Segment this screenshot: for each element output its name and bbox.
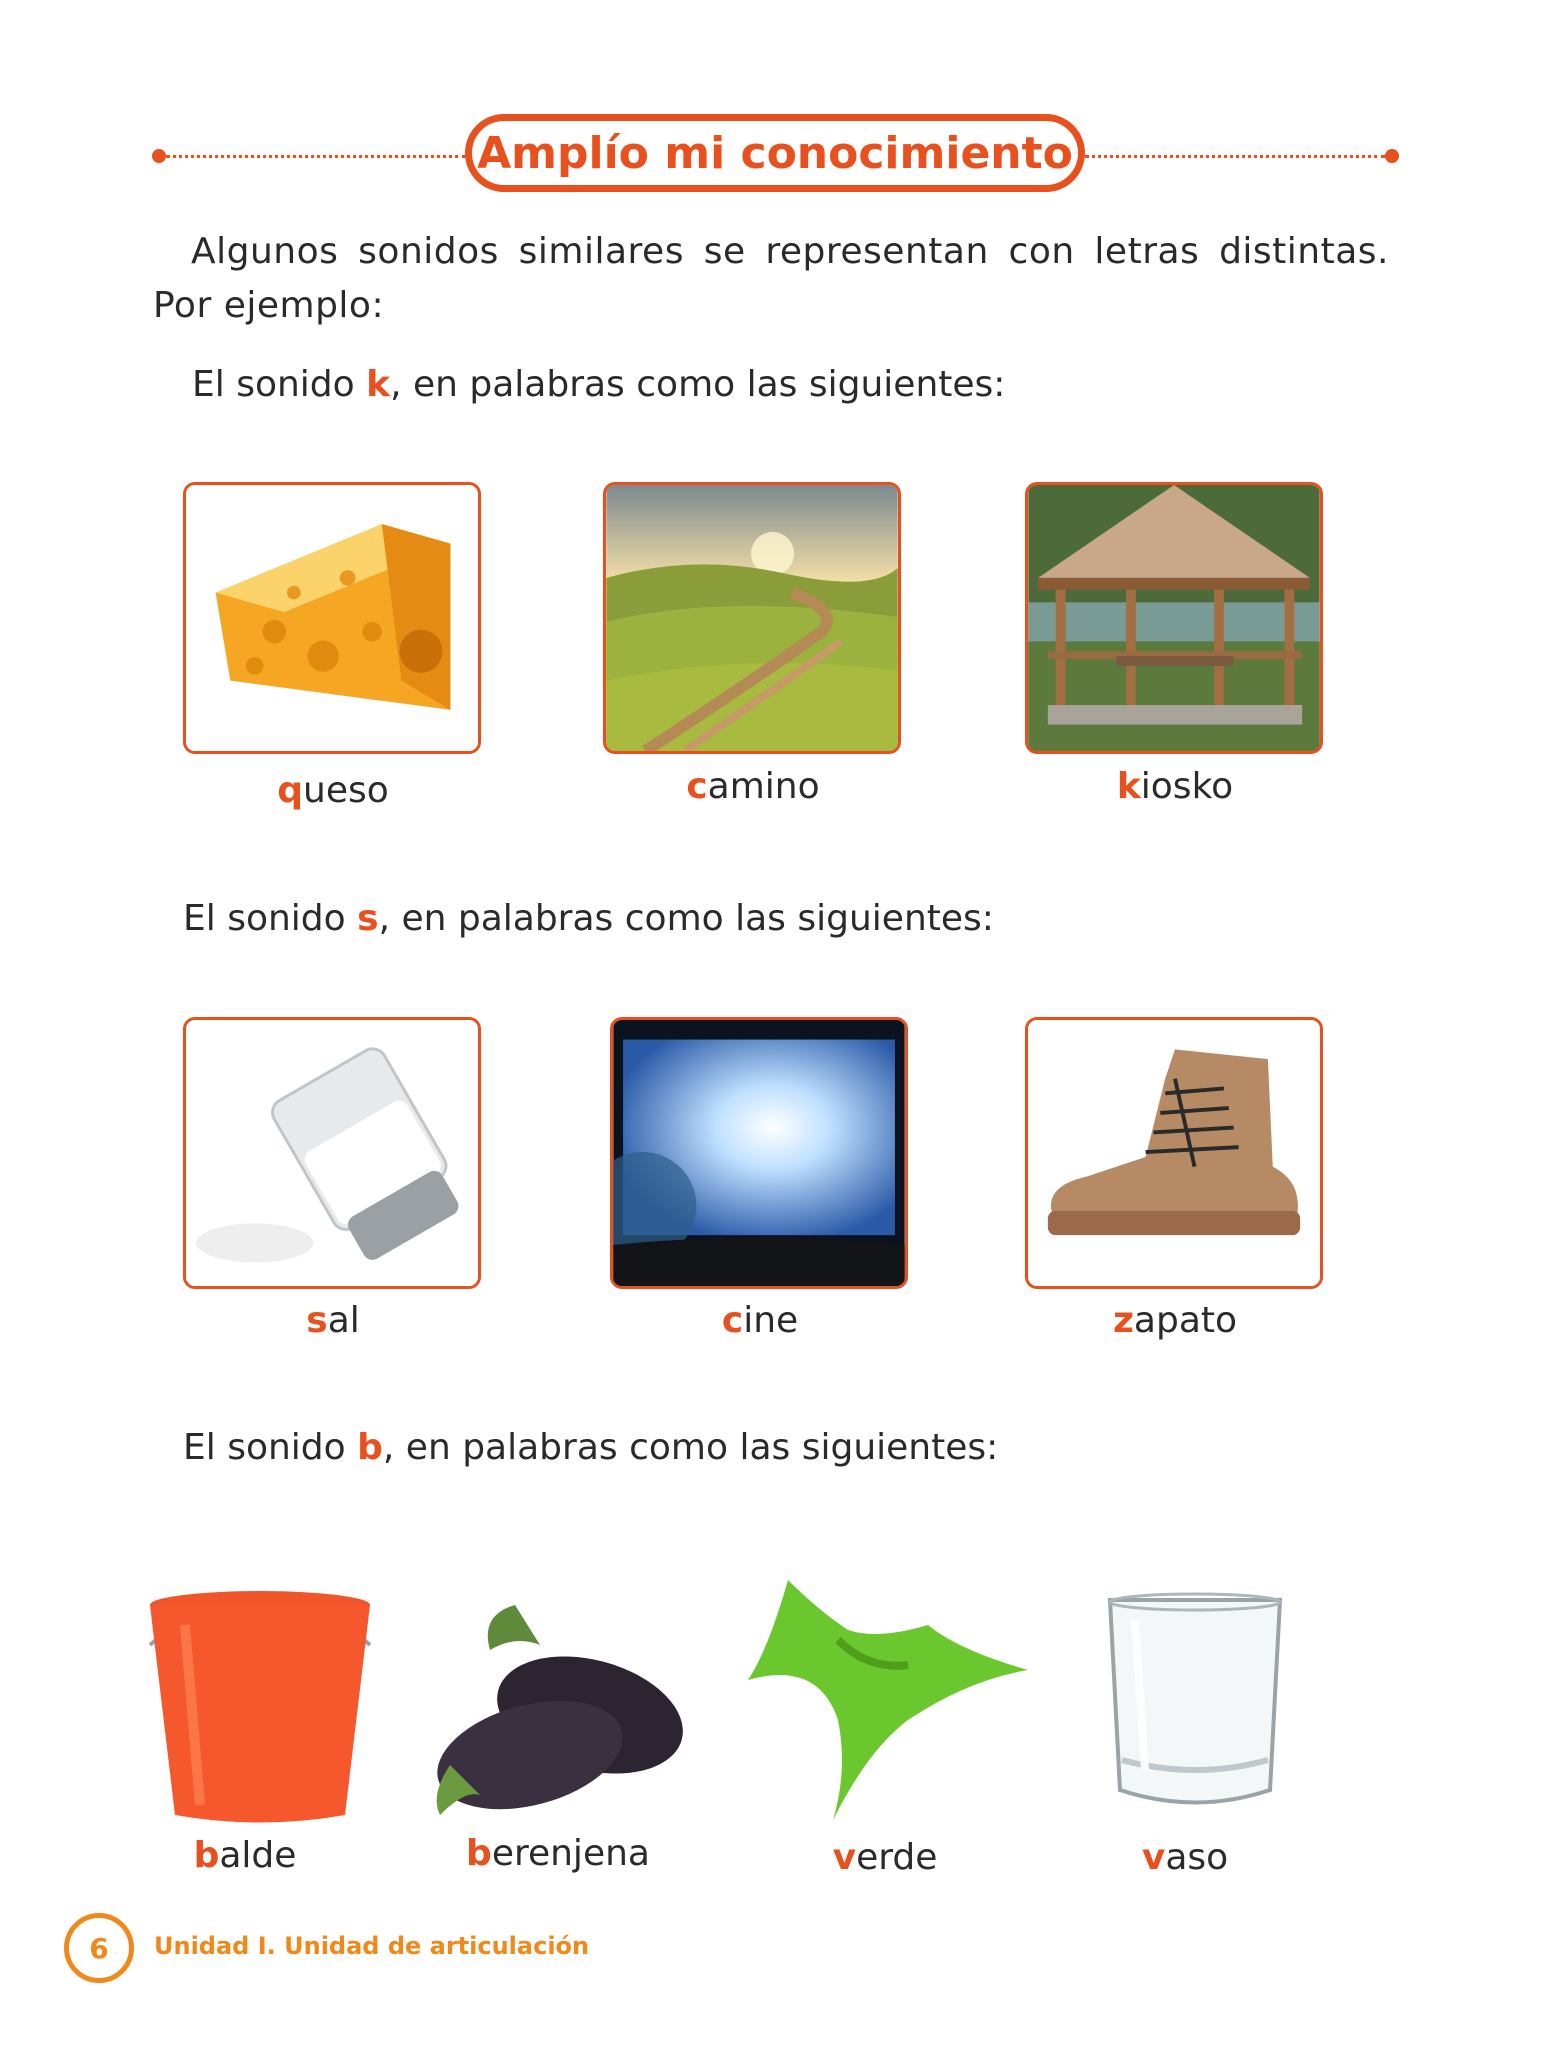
boot-card [1025,1017,1323,1289]
bucket-image [145,1585,375,1825]
eggplant-image [420,1595,690,1825]
page-number: 6 [64,1913,134,1983]
section-s-heading: El sonido s, en palabras como las siguientes: [183,898,994,939]
gazebo-icon [1028,485,1320,751]
section-title: Amplío mi conocimiento [465,114,1085,192]
title-dot-right [1385,149,1399,163]
eggplant-icon [420,1595,690,1825]
title-rule-right [1085,155,1385,158]
sound-letter: b [357,1427,383,1468]
boot-icon [1028,1020,1320,1286]
splash-image [728,1570,1038,1830]
green-splash-icon [728,1570,1038,1830]
title-dot-left [152,149,166,163]
word-sal: sal [306,1300,360,1341]
word-zapato: zapato [1112,1300,1238,1341]
word-berenjena: berenjena [466,1833,650,1874]
intro-text: Algunos sonidos similares se representan con letras distintas. Por ejemplo: [153,231,1389,326]
salt-shaker-icon [186,1020,478,1286]
footer-unit-title: Unidad I. Unidad de articulación [154,1932,590,1960]
intro-paragraph [153,225,1389,333]
word-vaso: vaso [1141,1837,1229,1878]
cinema-card [610,1017,908,1289]
cheese-card [183,482,481,754]
word-cine: cine [721,1300,799,1341]
sound-letter: s [357,898,379,939]
glass-image [1100,1590,1290,1820]
road-landscape-icon [606,485,898,751]
section-b-heading: El sonido b, en palabras como las siguientes: [183,1427,999,1468]
sound-letter: k [366,364,391,405]
word-queso: queso [277,770,389,811]
section-k-heading: El sonido k, en palabras como las siguientes: [192,364,1006,405]
cinema-screen-icon [613,1020,905,1286]
salt-card [183,1017,481,1289]
title-rule-left [166,155,466,158]
word-balde: balde [193,1835,297,1876]
cheese-icon [186,485,478,751]
gazebo-card [1025,482,1323,754]
word-verde: verde [832,1837,938,1878]
road-card [603,482,901,754]
bucket-icon [145,1585,375,1825]
glass-icon [1100,1590,1290,1820]
word-camino: camino [686,766,820,807]
word-kiosko: kiosko [1116,766,1234,807]
